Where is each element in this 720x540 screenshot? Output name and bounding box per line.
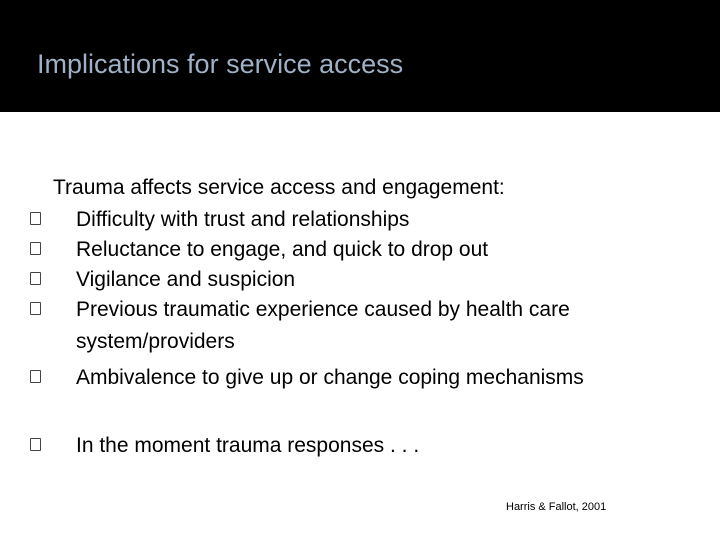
bullet-text: Difficulty with trust and relationships: [76, 208, 410, 231]
bullet-text: Previous traumatic experience caused by health care: [76, 298, 570, 321]
bullet-text: Reluctance to engage, and quick to drop out: [76, 238, 489, 261]
slide-title: Implications for service access: [37, 49, 404, 79]
square-bullet-icon: [30, 272, 41, 285]
square-bullet-icon: [30, 438, 41, 451]
square-bullet-icon: [30, 212, 41, 225]
bullet-text-continuation: system/providers: [76, 330, 235, 353]
square-bullet-icon: [30, 370, 41, 383]
bullet-item: [0, 294, 720, 353]
citation: Harris & Fallot, 2001: [506, 501, 607, 513]
bullet-text: Ambivalence to give up or change coping mechanisms: [76, 366, 584, 389]
bullet-text: Vigilance and suspicion: [76, 268, 296, 291]
square-bullet-icon: [30, 302, 41, 315]
bullet-item: [0, 430, 720, 470]
square-bullet-icon: [30, 242, 41, 255]
intro-text: Trauma affects service access and engagement:: [53, 176, 505, 199]
bullet-text: In the moment trauma responses . . .: [76, 434, 420, 457]
bullet-item: [0, 362, 720, 402]
